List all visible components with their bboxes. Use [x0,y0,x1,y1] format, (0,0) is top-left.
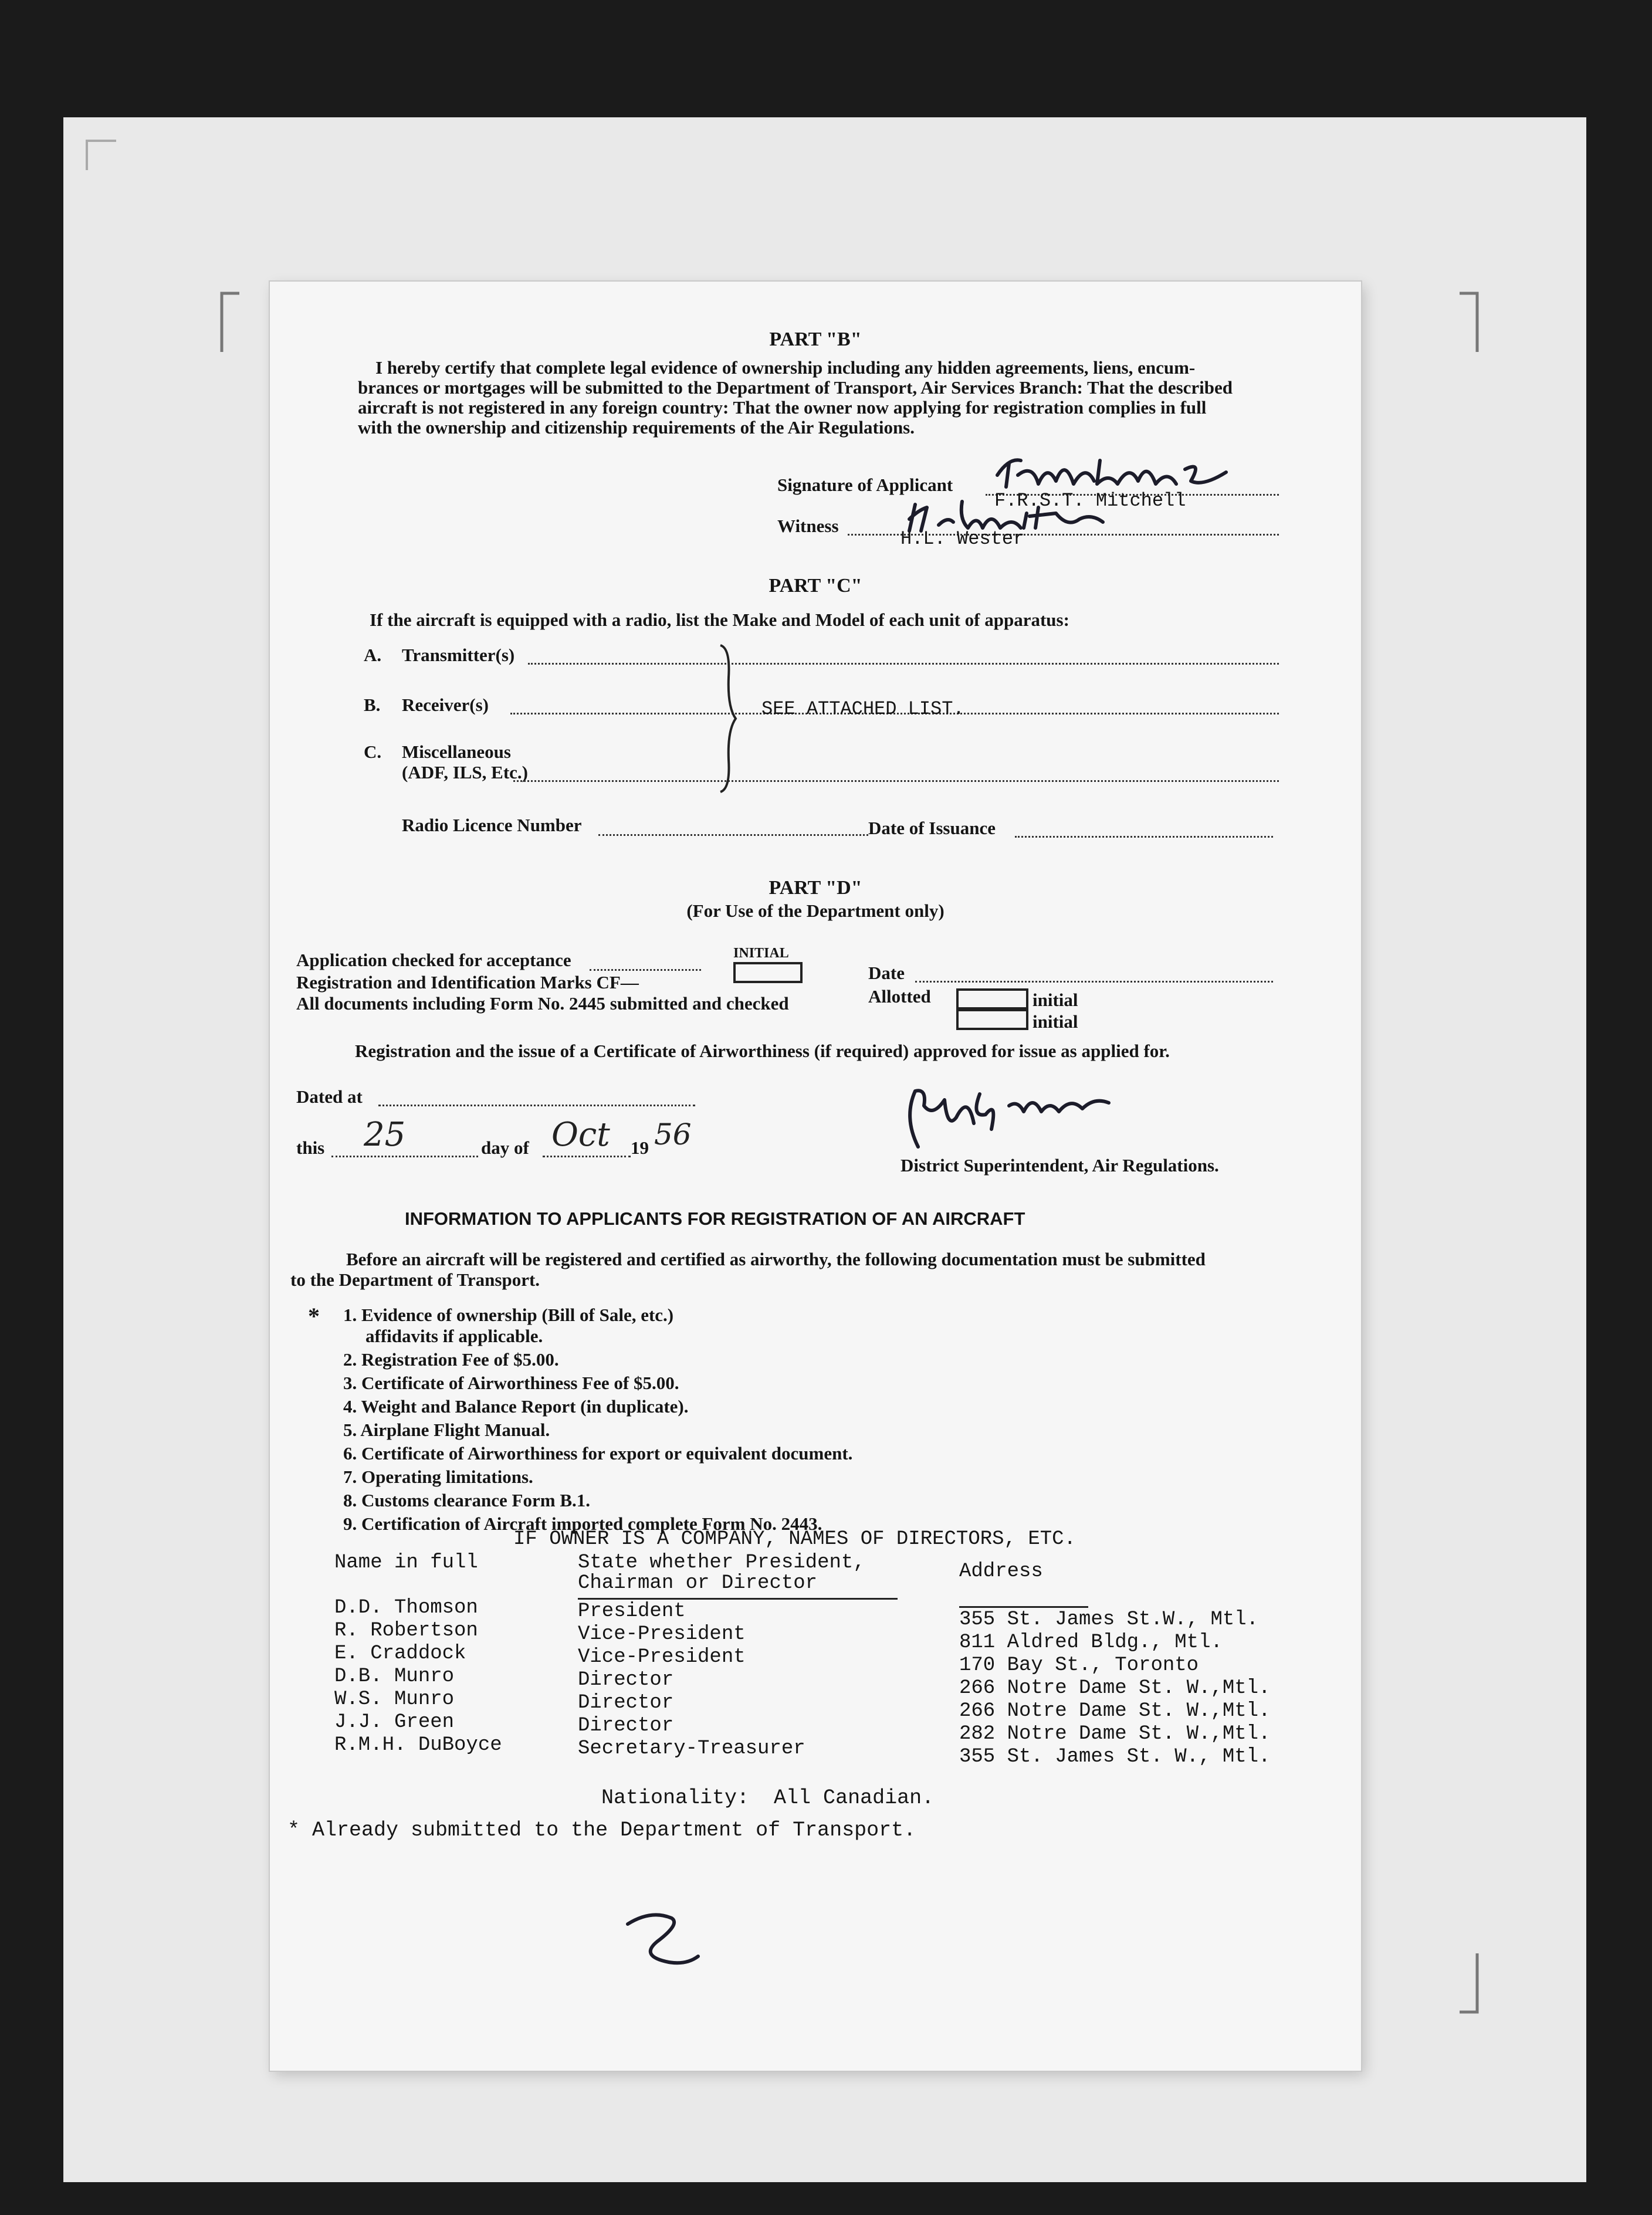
part-b-heading: PART "B" [769,328,862,350]
this-label: this [296,1137,325,1158]
item-num: 4. [343,1396,357,1417]
director-name: R. Robertson [334,1620,478,1642]
director-role: Secretary-Treasurer [578,1738,805,1760]
footnote: * Already submitted to the Department of Transport. [287,1818,916,1842]
director-address: 282 Notre Dame St. W.,Mtl. [959,1723,1271,1745]
licence-label: Radio Licence Number [402,815,582,835]
item-text: Airplane Flight Manual. [360,1420,550,1440]
year-prefix: 19 [631,1137,649,1158]
director-name: R.M.H. DuBoyce [334,1734,502,1756]
part-d-heading: PART "D" [769,877,862,899]
licence-field [598,834,868,836]
checked-label: Application checked for acceptance [296,950,571,970]
witness-name: H.L. Wester [901,528,1025,550]
item-text: Evidence of ownership (Bill of Sale, etc.) [361,1305,674,1325]
item-text: Certificate of Airworthiness Fee of $5.00. [361,1373,679,1393]
director-name: D.B. Munro [334,1665,455,1688]
witness-label: Witness [777,516,839,536]
col-address-header: Address [959,1560,1043,1583]
misc-letter: C. [364,741,382,762]
director-name: J.J. Green [334,1711,455,1733]
allotted-label: Allotted [868,986,931,1007]
director-address: 355 St. James St. W., Mtl. [959,1746,1271,1768]
transmitter-field [528,663,1279,665]
date-label: Date [868,963,905,983]
day-of-label: day of [481,1137,529,1158]
cert-line-2: brances or mortgages will be submitted to the Department of Transport, Air Services Branch: That the described [358,377,1233,398]
cert-line-3: aircraft is not registered in any foreign country: That the owner now applying for registration complies in full [358,397,1207,418]
item-num: 1. [343,1305,357,1325]
director-role: Director [578,1715,674,1737]
item-text: Weight and Balance Report (in duplicate). [361,1396,689,1417]
director-address: 811 Aldred Bldg., Mtl. [959,1631,1223,1654]
approval-text: Registration and the issue of a Certificate of Airworthiness (if required) approved for issue as applied for. [355,1041,1170,1061]
item-sub: affidavits if applicable. [365,1326,543,1346]
director-name: D.D. Thomson [334,1597,478,1619]
cert-line-4: with the ownership and citizenship requirements of the Air Regulations. [358,417,915,438]
directors-names [334,1597,502,1757]
initial-label: INITIAL [733,946,789,961]
item-num: 3. [343,1373,357,1393]
col-role-header-1: State whether President, [578,1552,865,1574]
col-name-header: Name in full [334,1552,478,1574]
marks-label: Registration and Identification Marks CF— [296,972,639,993]
applicant-name: F.R.S.T. Mitchell [994,490,1186,512]
superintendent-signature [892,1082,1115,1153]
cert-line-1: I hereby certify that complete legal evidence of ownership including any hidden agreements, liens, encum- [375,357,1196,378]
item-text: Certification of Aircraft imported complete Form No. 2443. [361,1513,822,1534]
item-text: Certificate of Airworthiness for export or equivalent document. [361,1443,853,1464]
director-role: Vice-President [578,1623,746,1645]
issuance-field [1015,836,1273,838]
info-items [343,1305,852,1537]
initial-box [733,962,803,983]
documents-label: All documents including Form No. 2445 submitted and checked [296,993,789,1014]
director-role: Director [578,1669,674,1691]
asterisk: * [308,1303,320,1329]
item-text: Operating limitations. [361,1466,533,1487]
info-intro-2: to the Department of Transport. [290,1269,540,1290]
transmitter-label: Transmitter(s) [402,645,515,665]
misc-label: Miscellaneous [402,741,511,762]
info-intro-1: Before an aircraft will be registered and certified as airworthy, the following documentation must be submitted [346,1249,1206,1269]
item-num: 2. [343,1349,357,1370]
director-name: W.S. Munro [334,1688,455,1711]
superintendent-label: District Superintendent, Air Regulations. [901,1155,1219,1176]
misc-field [513,780,1279,782]
allotted-initial-2: initial [1032,1011,1078,1032]
issuance-label: Date of Issuance [868,818,996,838]
item-num: 5. [343,1420,357,1440]
part-c-heading: PART "C" [769,575,862,597]
receiver-letter: B. [364,695,381,715]
col-role-header-2: Chairman or Director [578,1572,818,1594]
directors-addresses [959,1608,1271,1769]
misc-sub-label: (ADF, ILS, Etc.) [402,762,529,783]
dated-label: Dated at [296,1086,363,1107]
item-num: 7. [343,1466,357,1487]
month-value: Oct [551,1116,610,1154]
director-address: 355 St. James St.W., Mtl. [959,1608,1259,1631]
director-address: 266 Notre Dame St. W.,Mtl. [959,1677,1271,1699]
director-name: E. Craddock [334,1642,466,1665]
receiver-label: Receiver(s) [402,695,489,715]
day-value: 25 [364,1116,406,1154]
director-address: 170 Bay St., Toronto [959,1654,1199,1677]
item-num: 6. [343,1443,357,1464]
part-b-certification [358,358,1291,438]
directors-heading: IF OWNER IS A COMPANY, NAMES OF DIRECTORS, ETC. [513,1528,1076,1550]
item-text: Registration Fee of $5.00. [361,1349,559,1370]
bracket [716,642,739,795]
item-num: 9. [343,1513,357,1534]
allotted-box-2 [956,1009,1028,1030]
part-c-instruction: If the aircraft is equipped with a radio, list the Make and Model of each unit of apparatus: [370,609,1069,630]
director-role: Vice-President [578,1646,746,1668]
item-text: Customs clearance Form B.1. [361,1490,590,1510]
registration-form-page [270,282,1361,2071]
item-num: 8. [343,1490,357,1510]
transmitter-letter: A. [364,645,382,665]
directors-roles [578,1600,805,1760]
dated-field [378,1105,695,1106]
signature-label: Signature of Applicant [777,475,953,495]
year-value: 56 [654,1117,692,1151]
part-d-subheading: (For Use of the Department only) [686,900,945,921]
allotted-box-1 [956,988,1028,1010]
director-role: President [578,1600,686,1623]
see-attached-note: SEE ATTACHED LIST. [761,698,964,720]
handwritten-mark [616,1906,710,1971]
allotted-initial-1: initial [1032,990,1078,1010]
nationality: Nationality: All Canadian. [601,1786,935,1810]
director-address: 266 Notre Dame St. W.,Mtl. [959,1700,1271,1722]
director-role: Director [578,1692,674,1714]
info-heading: INFORMATION TO APPLICANTS FOR REGISTRATION OF AN AIRCRAFT [405,1208,1025,1229]
